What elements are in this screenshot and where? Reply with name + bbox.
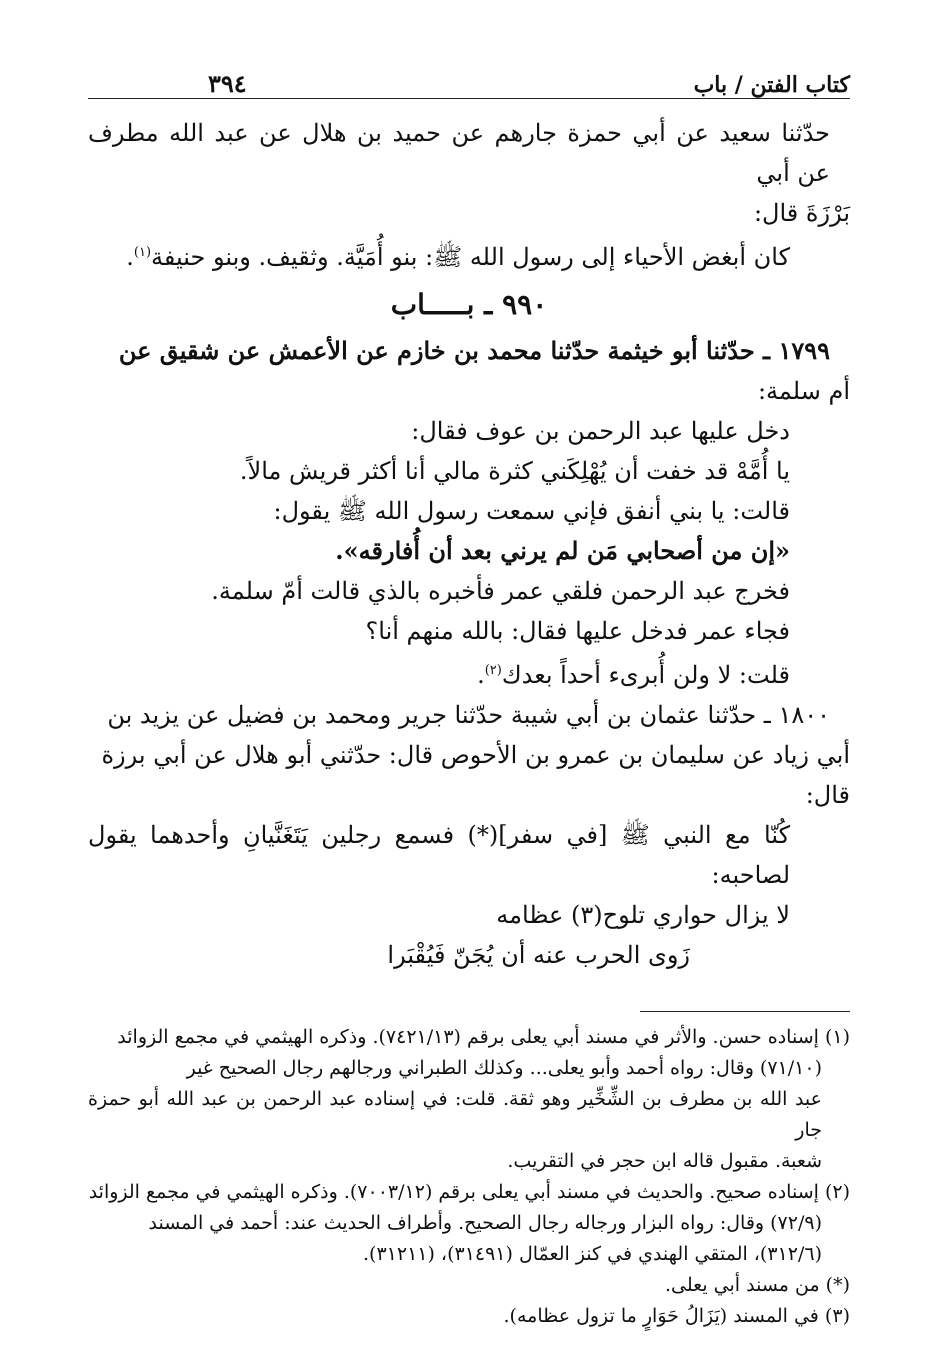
hadith-text-content: كان أبغض الأحياء إلى رسول الله ﷺ: بنو أُمَيَّة. وثقيف. وبنو حنيفة [151, 243, 790, 271]
text-line: فجاء عمر فدخل عليها فقال: بالله منهم أنا؟ [365, 617, 790, 645]
chapter-heading: ٩٩٠ ـ بـــــاب [390, 288, 548, 321]
text-line: يا أُمَّهْ قد خفت أن يُهْلِكَني كثرة مالي أنا أكثر قريش مالاً. [239, 457, 790, 485]
text-line: دخل عليها عبد الرحمن بن عوف فقال: [411, 417, 790, 445]
text-line: قلت: لا ولن أُبرىء أحداً بعدك$^{(٢)}$. [477, 661, 790, 689]
footnote-1: (١) إسناده حسن. والأثر في مسند أبي يعلى برقم (٧٤٢١/١٣). وذكره الهيثمي في مجمع الزوائد [117, 1026, 850, 1048]
footnote-ref: (٢) [484, 663, 502, 678]
text-line: أم سلمة: [757, 377, 850, 405]
footnote-divider [640, 1011, 850, 1012]
hadith-number-line: ١٧٩٩ ـ حدّثنا أبو خيثمة حدّثنا محمد بن خازم عن الأعمش عن شقيق عن [118, 336, 830, 365]
running-title: كتاب الفتن / باب [693, 72, 850, 98]
text-line: قالت: يا بني أنفق فإني سمعت رسول الله ﷺ يقول: [273, 497, 790, 525]
main-text [88, 113, 850, 975]
footnote-1-cont: عبد الله بن مطرف بن الشِّخِّير وهو ثقة. قلت: في إسناده عبد الرحمن بن عبد الله أبو حمزة جار [88, 1088, 822, 1141]
footnote-star: (*) من مسند أبي يعلى. [665, 1274, 850, 1296]
footnote-2-cont: (٣١٢/٦)، المتقي الهندي في كنز العمّال (٣١٤٩١)، (٣١٢١١). [363, 1243, 822, 1265]
footnotes [88, 1022, 850, 1332]
page-header [88, 58, 850, 99]
footnote-1-cont: شعبة. مقبول قاله ابن حجر في التقريب. [507, 1150, 822, 1172]
text-line: فخرج عبد الرحمن فلقي عمر فأخبره بالذي قالت أمّ سلمة. [211, 577, 790, 605]
text-line: كُنّا مع النبي ﷺ [في سفر](*) فسمع رجلين يَتَغَنَّيانِ وأحدهما يقول لصاحبه: [88, 821, 790, 889]
hadith-text: كان أبغض الأحياء إلى رسول الله ﷺ: بنو أُمَيَّة. وثقيف. وبنو حنيفة$^{(١)}$. [126, 243, 790, 271]
text-line-content: قلت: لا ولن أُبرىء أحداً بعدك [501, 661, 790, 689]
text-line: قال: [805, 781, 850, 809]
footnote-2: (٢) إسناده صحيح. والحديث في مسند أبي يعلى برقم (٧٠٠٣/١٢). وذكره الهيثمي في مجمع الزوائد [88, 1181, 850, 1203]
footnote-2-cont: (٧٢/٩) وقال: رواه البزار ورجاله رجال الصحيح. وأطراف الحديث عند: أحمد في المسند [148, 1212, 822, 1234]
page-number: ٣٩٤ [208, 69, 247, 98]
book-page [88, 58, 850, 1348]
poetry-verse-2: زَوى الحرب عنه أن يُجَنّ فَيُقْبَرا [387, 941, 690, 969]
text-line: أبي زياد عن سليمان بن عمرو بن الأحوص قال: حدّثني أبو هلال عن أبي برزة [101, 741, 850, 769]
prophetic-quote: «إن من أصحابي مَن لم يرني بعد أن أُفارقه». [335, 536, 790, 565]
hadith-number-line: ١٨٠٠ ـ حدّثنا عثمان بن أبي شيبة حدّثنا جرير ومحمد بن فضيل عن يزيد بن [107, 701, 830, 729]
footnote-3: (٣) في المسند (يَزَالُ حَوَارٍ ما تزول عظامه). [503, 1305, 850, 1327]
footnote-ref: (١) [133, 245, 152, 260]
text-line: حدّثنا سعيد عن أبي حمزة جارهم عن حميد بن هلال عن عبد الله مطرف عن أبي [88, 119, 830, 187]
footnote-1-cont: (٧١/١٠) وقال: رواه أحمد وأبو يعلى... وكذلك الطبراني ورجالهم رجال الصحيح غير [186, 1057, 822, 1079]
text-line: بَرْزَةَ قال: [753, 199, 850, 227]
poetry-verse-1: لا يزال حواري تلوح(٣) عظامه [496, 901, 790, 929]
